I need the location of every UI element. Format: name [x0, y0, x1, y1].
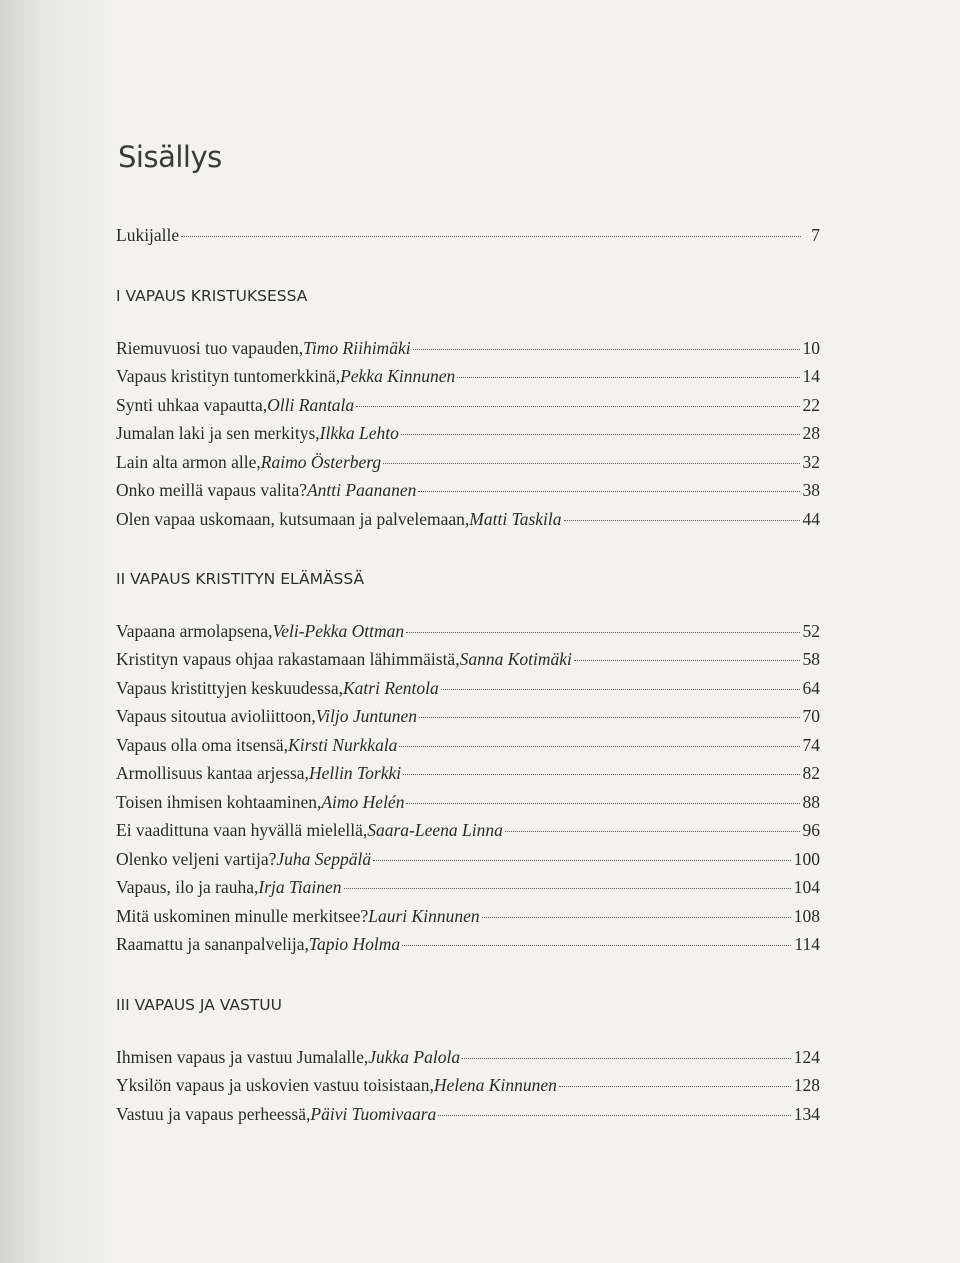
dot-leader — [574, 660, 800, 661]
entry-author: Irja Tiainen — [258, 877, 342, 897]
page-number: 74 — [802, 735, 820, 755]
page-number: 134 — [793, 1104, 820, 1124]
toc-entry[interactable] — [116, 1071, 820, 1099]
dot-leader — [441, 689, 800, 690]
entry-author: Jukka Palola — [368, 1047, 461, 1067]
entry-author: Saara-Leena Linna — [367, 820, 503, 840]
page-number: 88 — [802, 792, 820, 812]
page-number: 22 — [802, 395, 820, 415]
entry-title: Ei vaadittuna vaan hyvällä mielellä, — [116, 820, 368, 840]
toc-entry[interactable] — [116, 617, 820, 645]
dot-leader — [482, 917, 791, 918]
entry-title: Kristityn vapaus ohjaa rakastamaan lähimmäistä, — [116, 649, 460, 669]
entry-author: Juha Seppälä — [276, 849, 372, 869]
entry-title: Olenko veljeni vartija? — [116, 849, 277, 869]
dot-leader — [399, 746, 799, 747]
dot-leader — [462, 1058, 791, 1059]
dot-leader — [402, 945, 791, 946]
toc-entry[interactable] — [116, 702, 820, 730]
toc-entry[interactable] — [116, 873, 820, 901]
page-number: 104 — [793, 877, 820, 897]
entry-author: Raimo Österberg — [260, 452, 382, 472]
toc-entry[interactable] — [116, 788, 820, 816]
toc-entry[interactable] — [116, 505, 820, 533]
toc-entry[interactable] — [116, 816, 820, 844]
dot-leader — [438, 1115, 790, 1116]
page-number: 64 — [802, 678, 820, 698]
toc-entry[interactable] — [116, 1100, 820, 1128]
entry-title: Vapaus, ilo ja rauha, — [116, 877, 259, 897]
page-number: 7 — [811, 225, 820, 245]
entry-title: Synti uhkaa vapautta, — [116, 395, 268, 415]
entry-title: Vapaus olla oma itsensä, — [116, 735, 289, 755]
entry-author: Helena Kinnunen — [433, 1075, 557, 1095]
entry-title: Vastuu ja vapaus perheessä, — [116, 1104, 311, 1124]
page-number: 44 — [802, 509, 820, 529]
entry-title: Ihmisen vapaus ja vastuu Jumalalle, — [116, 1047, 369, 1067]
dot-leader — [419, 717, 799, 718]
entry-title: Onko meillä vapaus valita? — [116, 480, 307, 500]
entry-author: Tapio Holma — [308, 934, 401, 954]
entry-title: Lain alta armon alle, — [116, 452, 261, 472]
dot-leader — [383, 463, 799, 464]
dot-leader — [559, 1086, 791, 1087]
entry-author: Lauri Kinnunen — [368, 906, 480, 926]
toc-entry[interactable] — [116, 759, 820, 787]
toc-entry[interactable] — [116, 1043, 820, 1071]
page-number: 124 — [793, 1047, 820, 1067]
dot-leader — [403, 774, 799, 775]
toc-entry[interactable] — [116, 930, 820, 958]
dot-leader — [181, 236, 801, 237]
entry-author: Hellin Torkki — [308, 763, 402, 783]
entry-author: Timo Riihimäki — [303, 338, 411, 358]
page-number: 128 — [793, 1075, 820, 1095]
page-number: 70 — [802, 706, 820, 726]
entry-title: Olen vapaa uskomaan, kutsumaan ja palvelemaan, — [116, 509, 470, 529]
dot-leader — [401, 434, 800, 435]
entry-title: Toisen ihmisen kohtaaminen, — [116, 792, 322, 812]
entry-title: Vapaana armolapsena, — [116, 621, 273, 641]
entry-author: Ilkka Lehto — [319, 423, 399, 443]
entry-title: Vapaus kristittyjen keskuudessa, — [116, 678, 343, 698]
toc-entry[interactable] — [116, 476, 820, 504]
page-number: 114 — [794, 934, 820, 954]
toc-entry[interactable] — [116, 902, 820, 930]
page-number: 96 — [802, 820, 820, 840]
entry-title: Jumalan laki ja sen merkitys, — [116, 423, 320, 443]
toc-entry[interactable] — [116, 362, 820, 390]
page-number: 82 — [802, 763, 820, 783]
toc-entry[interactable] — [116, 731, 820, 759]
dot-leader — [418, 491, 799, 492]
dot-leader — [457, 377, 799, 378]
toc-entry[interactable] — [116, 391, 820, 419]
page-number: 38 — [802, 480, 820, 500]
dot-leader — [373, 860, 791, 861]
toc-entry[interactable] — [116, 448, 820, 476]
dot-leader — [406, 803, 799, 804]
dot-leader — [564, 520, 800, 521]
entry-author: Pekka Kinnunen — [340, 366, 456, 386]
entry-author: Antti Paananen — [306, 480, 417, 500]
toc-entry[interactable] — [116, 674, 820, 702]
page-number: 28 — [802, 423, 820, 443]
entry-author: Aimo Helén — [321, 792, 405, 812]
section-heading: II VAPAUS KRISTITYN ELÄMÄSSÄ — [116, 570, 365, 588]
entry-author: Katri Rentola — [342, 678, 439, 698]
entry-author: Sanna Kotimäki — [459, 649, 572, 669]
section-heading: I VAPAUS KRISTUKSESSA — [116, 287, 308, 305]
page-number: 32 — [802, 452, 820, 472]
toc-entry[interactable] — [116, 334, 820, 362]
entry-author: Olli Rantala — [267, 395, 355, 415]
entry-author: Kirsti Nurkkala — [288, 735, 398, 755]
page-number: 108 — [793, 906, 820, 926]
page-number: 14 — [802, 366, 820, 386]
table-of-contents — [116, 0, 820, 1263]
entry-author: Viljo Juntunen — [315, 706, 418, 726]
toc-entry[interactable] — [116, 419, 820, 447]
entry-author: Päivi Tuomivaara — [310, 1104, 437, 1124]
page-number: 10 — [802, 338, 820, 358]
dot-leader — [413, 349, 800, 350]
toc-entry[interactable] — [116, 645, 820, 673]
entry-title: Riemuvuosi tuo vapauden, — [116, 338, 304, 358]
page-number: 58 — [802, 649, 820, 669]
page-gutter-shadow — [0, 0, 120, 1263]
page-title: Sisällys — [118, 140, 222, 174]
page-number: 52 — [802, 621, 820, 641]
dot-leader — [406, 632, 799, 633]
section-heading: III VAPAUS JA VASTUU — [116, 996, 282, 1014]
entry-title: Armollisuus kantaa arjessa, — [116, 763, 309, 783]
toc-entry[interactable] — [116, 845, 820, 873]
dot-leader — [505, 831, 800, 832]
entry-author: Matti Taskila — [469, 509, 562, 529]
dot-leader — [356, 406, 799, 407]
entry-title: Vapaus kristityn tuntomerkkinä, — [116, 366, 341, 386]
entry-title: Yksilön vapaus ja uskovien vastuu toisistaan, — [116, 1075, 434, 1095]
dot-leader — [344, 888, 791, 889]
entry-title: Vapaus sitoutua avioliittoon, — [116, 706, 316, 726]
entry-author: Veli-Pekka Ottman — [272, 621, 405, 641]
entry-title: Mitä uskominen minulle merkitsee? — [116, 906, 369, 926]
entry-title: Lukijalle — [116, 225, 180, 245]
entry-title: Raamattu ja sananpalvelija, — [116, 934, 309, 954]
page-number: 100 — [793, 849, 820, 869]
toc-entry-intro[interactable] — [116, 221, 820, 249]
